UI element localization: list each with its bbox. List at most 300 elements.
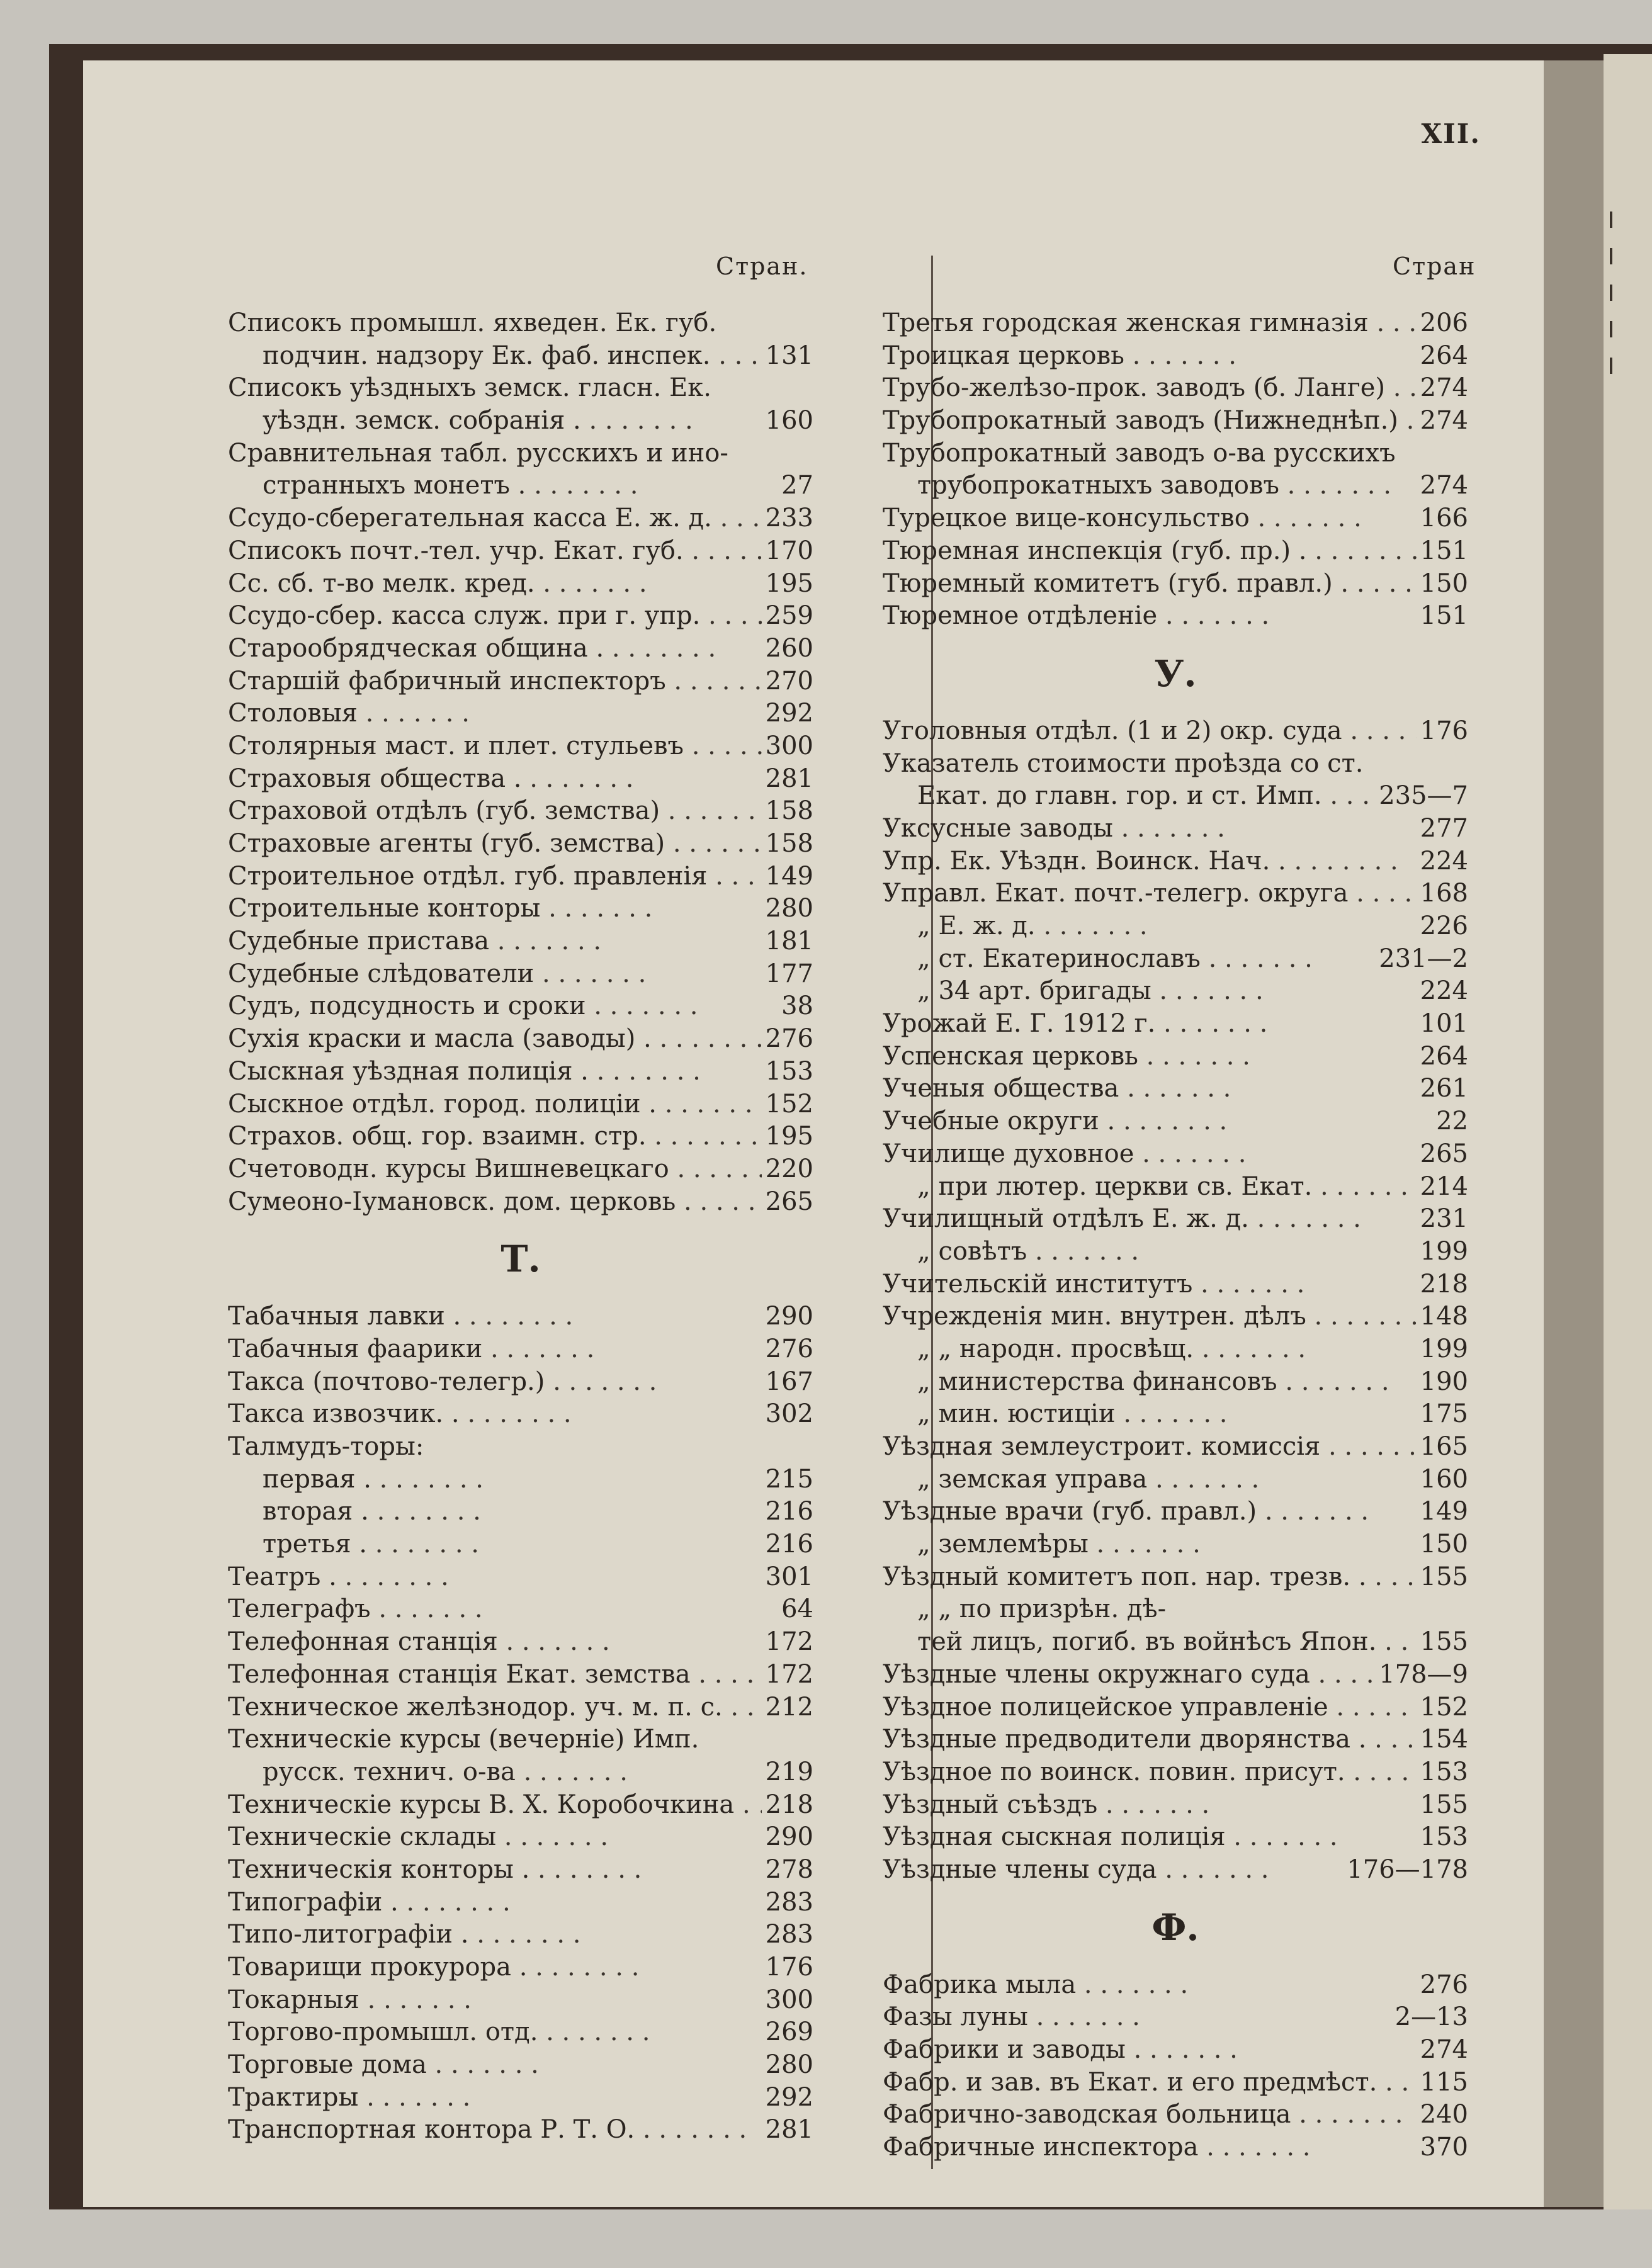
entry-page-number: 260 xyxy=(765,633,813,663)
entry-page-number: 290 xyxy=(765,1302,813,1331)
entry-title: Сухія краски и масла (заводы) . . . xyxy=(228,1023,762,1056)
entry-page-number: 292 xyxy=(765,699,813,728)
entry-page-number: 240 xyxy=(1420,2100,1468,2130)
index-entry xyxy=(883,1300,1468,1333)
entry-title: тей лицъ, погиб. въ войнѣсъ Япон. . . xyxy=(883,1626,1417,1659)
index-entry xyxy=(228,437,813,470)
entry-page-number: 176—178 xyxy=(1347,1854,1468,1884)
entry-page-number: 219 xyxy=(765,1757,813,1786)
entry-title: Уѣздный съѣздъ . . xyxy=(883,1789,1417,1822)
index-entry-continuation xyxy=(228,1496,813,1528)
entry-page-number: 218 xyxy=(1420,1269,1468,1299)
index-entry xyxy=(228,1153,813,1186)
index-entry-continuation xyxy=(883,943,1468,976)
index-entry xyxy=(883,748,1468,781)
index-entry-continuation xyxy=(883,1464,1468,1496)
index-entry xyxy=(228,2016,813,2049)
section-letter: У. xyxy=(1154,652,1197,695)
entry-title: Телефонная станція . . xyxy=(228,1626,762,1659)
index-entry xyxy=(228,2049,813,2082)
entry-page-number: 226 xyxy=(1420,911,1468,940)
entry-title: Уѣздное полицейское управленіе . . xyxy=(883,1691,1417,1724)
index-entry xyxy=(228,1854,813,1887)
entry-title: Старообрядческая община . . . xyxy=(228,633,762,665)
entry-page-number: 178—9 xyxy=(1379,1659,1468,1689)
index-entry xyxy=(883,1724,1468,1756)
index-entry xyxy=(883,1073,1468,1105)
entry-title: „ Е. ж. д. . . xyxy=(883,910,1417,943)
index-entry xyxy=(228,1951,813,1984)
entry-page-number: 302 xyxy=(765,1399,813,1429)
page-gutter-shadow xyxy=(1544,60,1604,2207)
index-entry xyxy=(228,763,813,796)
entry-title: Талмудъ-торы: xyxy=(228,1432,424,1461)
entry-page-number: 165 xyxy=(1420,1432,1468,1461)
index-entry xyxy=(883,372,1468,405)
entry-page-number: 278 xyxy=(765,1854,813,1884)
index-entry-continuation xyxy=(228,340,813,373)
entry-title: Старшій фабричный инспекторъ . . xyxy=(228,665,762,698)
index-entry xyxy=(883,1496,1468,1528)
entry-page-number: 153 xyxy=(1420,1757,1468,1786)
entry-title: Торговые дома . . xyxy=(228,2049,762,2082)
entry-page-number: 283 xyxy=(765,1887,813,1917)
entry-title: Страховой отдѣлъ (губ. земства) . . xyxy=(228,795,762,828)
index-entry xyxy=(883,1105,1468,1138)
entry-title: Уѣздная землеустроит. комиссія . . xyxy=(883,1431,1417,1464)
entry-title: Столовыя . . xyxy=(228,697,762,730)
index-entry xyxy=(228,1366,813,1399)
entry-page-number: 167 xyxy=(765,1367,813,1396)
entry-title: Уголовныя отдѣл. (1 и 2) окр. суда . . xyxy=(883,715,1417,748)
index-entry xyxy=(228,633,813,665)
entry-title: Списокъ почт.-тел. учр. Екат. губ. . . xyxy=(228,535,762,568)
entry-page-number: 151 xyxy=(1420,536,1468,565)
entry-title: Фабрика мыла . . xyxy=(883,1969,1417,2002)
entry-page-number: 235—7 xyxy=(1379,781,1468,811)
entry-page-number: 264 xyxy=(1420,1041,1468,1071)
index-entry xyxy=(228,1186,813,1219)
index-entry xyxy=(883,340,1468,373)
entry-title: вторая . . . xyxy=(228,1496,762,1528)
index-entry xyxy=(228,665,813,698)
index-entry xyxy=(883,1041,1468,1073)
entry-title: „ совѣтъ . . xyxy=(883,1236,1417,1268)
entry-page-number: 155 xyxy=(1420,1562,1468,1591)
index-entry xyxy=(883,1821,1468,1854)
entry-title: Техническіе курсы (вечерніе) Имп. xyxy=(228,1725,699,1754)
entry-page-number: 276 xyxy=(765,1024,813,1054)
entry-title: Списокъ уѣздныхъ земск. гласн. Ек. xyxy=(228,373,711,403)
index-entry xyxy=(228,1561,813,1594)
entry-title: Сумеоно-Іумановск. дом. церковь . . xyxy=(228,1186,762,1219)
index-entry xyxy=(883,600,1468,633)
entry-title: „ министерства финансовъ . . xyxy=(883,1366,1417,1399)
entry-title: Техническое желѣзнодор. уч. м. п. с. . . xyxy=(228,1691,762,1724)
entry-title: Транспортная контора Р. Т. О. . . xyxy=(228,2114,762,2147)
entry-page-number: 152 xyxy=(765,1089,813,1119)
entry-title: „ ст. Екатеринославъ . . xyxy=(883,943,1375,976)
entry-title: Училищный отдѣлъ Е. ж. д. . . xyxy=(883,1203,1417,1236)
index-entry xyxy=(883,1431,1468,1464)
entry-page-number: 259 xyxy=(765,601,813,631)
index-entry xyxy=(228,828,813,860)
entry-title: Уѣздные члены суда . . xyxy=(883,1854,1343,1887)
index-entry xyxy=(228,860,813,893)
entry-title: Страхов. общ. гор. взаимн. стр. . . xyxy=(228,1120,762,1153)
adjacent-page-mark xyxy=(1610,321,1650,337)
index-column-left xyxy=(228,307,813,2147)
entry-title: Фабр. и зав. въ Екат. и его предмѣст. . . xyxy=(883,2067,1417,2099)
adjacent-page-mark xyxy=(1610,248,1650,264)
entry-page-number: 280 xyxy=(765,894,813,923)
entry-page-number: 177 xyxy=(765,959,813,988)
index-entry xyxy=(228,893,813,925)
index-entry xyxy=(883,845,1468,878)
index-entry xyxy=(228,502,813,535)
entry-page-number: 276 xyxy=(765,1334,813,1363)
entry-title: Тюремное отдѣленіе . . xyxy=(883,600,1417,633)
index-entry xyxy=(883,405,1468,437)
entry-page-number: 149 xyxy=(1420,1497,1468,1526)
entry-page-number: 265 xyxy=(765,1187,813,1216)
index-entry xyxy=(228,1919,813,1951)
entry-title: Типо-литографіи . . . xyxy=(228,1919,762,1951)
entry-title: Упр. Ек. Уѣздн. Воинск. Нач. . . . xyxy=(883,845,1417,878)
index-entry xyxy=(228,1659,813,1691)
index-entry xyxy=(228,1789,813,1822)
entry-title: Трубопрокатный заводъ (Нижнеднѣп.) . . xyxy=(883,405,1417,437)
entry-title: Торгово-промышл. отд. . . xyxy=(228,2016,762,2049)
entry-page-number: 264 xyxy=(1420,341,1468,370)
entry-title: Уксусные заводы . . xyxy=(883,813,1417,845)
index-entry xyxy=(228,1593,813,1626)
index-entry-continuation xyxy=(883,1366,1468,1399)
index-entry xyxy=(228,372,813,405)
entry-title: „ земская управа . . xyxy=(883,1464,1417,1496)
entry-title: Уѣздные предводители дворянства . . . xyxy=(883,1724,1417,1756)
entry-page-number: 276 xyxy=(1420,1970,1468,1999)
entry-page-number: 290 xyxy=(765,1822,813,1852)
index-entry xyxy=(228,1691,813,1724)
entry-title: „ 34 арт. бригады . . xyxy=(883,975,1417,1008)
index-entry xyxy=(228,958,813,991)
entry-page-number: 261 xyxy=(1420,1074,1468,1103)
entry-title: первая . . . xyxy=(228,1464,762,1496)
entry-page-number: 175 xyxy=(1420,1399,1468,1429)
entry-page-number: 224 xyxy=(1420,846,1468,876)
entry-title: Уѣздные врачи (губ. правл.) . . xyxy=(883,1496,1417,1528)
entry-page-number: 280 xyxy=(765,2050,813,2080)
entry-title: Училище духовное . . xyxy=(883,1138,1417,1171)
entry-title: Урожай Е. Г. 1912 г. . . xyxy=(883,1008,1417,1041)
index-entry xyxy=(228,535,813,568)
entry-title: Фабрики и заводы . . xyxy=(883,2034,1417,2067)
index-entry xyxy=(883,1203,1468,1236)
index-entry-continuation xyxy=(883,1528,1468,1561)
entry-title: Токарныя . . xyxy=(228,1984,762,2017)
column-header-right: Стран xyxy=(1393,252,1476,280)
index-entry xyxy=(228,1398,813,1431)
index-column-right xyxy=(883,307,1468,2164)
entry-title: подчин. надзору Ек. фаб. инспек. . . xyxy=(228,340,762,373)
column-header-left: Стран. xyxy=(716,252,808,280)
entry-title: третья . . . xyxy=(228,1528,762,1561)
index-entry xyxy=(228,1023,813,1056)
entry-title: „ „ по призрѣн. дѣ- xyxy=(917,1594,1167,1624)
entry-page-number: 214 xyxy=(1420,1171,1468,1201)
entry-title: Телеграфъ . . xyxy=(228,1593,778,1626)
entry-page-number: 300 xyxy=(765,731,813,760)
index-entry xyxy=(228,1821,813,1854)
entry-page-number: 131 xyxy=(765,341,813,370)
index-entry-continuation xyxy=(883,1171,1468,1204)
entry-page-number: 158 xyxy=(765,829,813,858)
index-entry xyxy=(883,1659,1468,1691)
entry-page-number: 155 xyxy=(1420,1790,1468,1819)
entry-title: Третья городская женская гимназія . . xyxy=(883,307,1417,340)
index-entry xyxy=(883,813,1468,845)
entry-page-number: 218 xyxy=(765,1790,813,1819)
entry-page-number: 2—13 xyxy=(1395,2002,1468,2032)
entry-title: Техническіе склады . . xyxy=(228,1821,762,1854)
index-entry xyxy=(228,697,813,730)
entry-title: Типографіи . . . xyxy=(228,1887,762,1919)
entry-title: Екат. до главн. гор. и ст. Имп. . . xyxy=(883,780,1375,813)
index-entry xyxy=(883,2131,1468,2164)
entry-page-number: 265 xyxy=(1420,1139,1468,1168)
entry-title: Театръ . . . xyxy=(228,1561,762,1594)
entry-page-number: 176 xyxy=(765,1953,813,1982)
entry-title: Уѣздное по воинск. повин. присут. . . xyxy=(883,1756,1417,1789)
entry-page-number: 231 xyxy=(1420,1204,1468,1234)
entry-title: Списокъ промышл. яхведен. Ек. губ. xyxy=(228,308,717,337)
entry-title: Судебные слѣдователи . . xyxy=(228,958,762,991)
entry-page-number: 152 xyxy=(1420,1692,1468,1722)
index-entry-continuation xyxy=(228,470,813,502)
entry-title: Строительные конторы . . xyxy=(228,893,762,925)
entry-page-number: 212 xyxy=(765,1692,813,1722)
section-letter: Ф. xyxy=(1151,1905,1199,1949)
index-entry-continuation xyxy=(883,780,1468,813)
entry-title: трубопрокатныхъ заводовъ . . xyxy=(883,470,1417,502)
entry-page-number: 150 xyxy=(1420,1530,1468,1559)
entry-title: Фабрично-заводская больница . . xyxy=(883,2099,1417,2131)
index-entry xyxy=(883,1969,1468,2002)
entry-page-number: 220 xyxy=(765,1154,813,1183)
adjacent-page-mark xyxy=(1610,212,1650,228)
index-entry-continuation xyxy=(883,1626,1468,1659)
index-entry xyxy=(883,1561,1468,1594)
entry-page-number: 172 xyxy=(765,1659,813,1689)
entry-page-number: 300 xyxy=(765,1985,813,2014)
entry-page-number: 206 xyxy=(1420,308,1468,337)
entry-title: Табачныя фаарики . . xyxy=(228,1333,762,1366)
entry-title: Страховыя общества . . . xyxy=(228,763,762,796)
entry-title: Фабричные инспектора . . xyxy=(883,2131,1417,2164)
entry-title: Указатель стоимости проѣзда со ст. xyxy=(883,748,1364,778)
entry-page-number: 216 xyxy=(765,1497,813,1526)
entry-page-number: 270 xyxy=(765,666,813,696)
entry-page-number: 216 xyxy=(765,1530,813,1559)
entry-title: „ мин. юстиціи . . xyxy=(883,1398,1417,1431)
entry-title: Фазы луны . . xyxy=(883,2001,1391,2034)
entry-title: Учрежденія мин. внутрен. дѣлъ . . xyxy=(883,1300,1417,1333)
index-entry xyxy=(228,1300,813,1333)
entry-page-number: 151 xyxy=(1420,601,1468,631)
index-entry xyxy=(228,1724,813,1756)
entry-title: Судъ, подсудность и сроки . . xyxy=(228,990,778,1023)
entry-title: „ „ народн. просвѣщ. . . xyxy=(883,1333,1417,1366)
index-entry xyxy=(228,1056,813,1088)
index-entry xyxy=(883,1789,1468,1822)
adjacent-page-mark xyxy=(1610,285,1650,301)
entry-title: Телефонная станція Екат. земства . . xyxy=(228,1659,762,1691)
index-entry-continuation xyxy=(883,910,1468,943)
index-entry xyxy=(883,1138,1468,1171)
entry-page-number: 281 xyxy=(765,764,813,793)
entry-page-number: 370 xyxy=(1420,2133,1468,2162)
entry-page-number: 301 xyxy=(765,1562,813,1591)
index-entry xyxy=(228,1431,813,1464)
index-entry xyxy=(883,2099,1468,2131)
adjacent-page-edge xyxy=(1604,54,1652,2209)
index-entry xyxy=(883,502,1468,535)
entry-title: Табачныя лавки . . . xyxy=(228,1300,762,1333)
entry-title: Строительное отдѣл. губ. правленія . . xyxy=(228,860,762,893)
index-entry xyxy=(883,437,1468,470)
index-entry xyxy=(228,925,813,958)
index-entry xyxy=(228,568,813,601)
entry-title: Судебные пристава . . xyxy=(228,925,762,958)
entry-title: Ученыя общества . . xyxy=(883,1073,1417,1105)
index-entry xyxy=(228,730,813,763)
index-entry xyxy=(228,1887,813,1919)
index-entry xyxy=(228,795,813,828)
entry-page-number: 224 xyxy=(1420,976,1468,1006)
entry-title: Троицкая церковь . . xyxy=(883,340,1417,373)
index-entry xyxy=(228,600,813,633)
entry-title: Такса извозчик. . . . xyxy=(228,1398,762,1431)
entry-title: уѣздн. земск. собранія . . . xyxy=(228,405,762,437)
index-entry xyxy=(883,2034,1468,2067)
index-entry-continuation xyxy=(228,1756,813,1789)
entry-title: Техническіе курсы В. Х. Коробочкина . . xyxy=(228,1789,762,1822)
entry-title: Техническія конторы . . . xyxy=(228,1854,762,1887)
entry-page-number: 27 xyxy=(781,471,813,500)
entry-page-number: 172 xyxy=(765,1627,813,1657)
page-number: XII. xyxy=(1421,118,1481,149)
entry-page-number: 274 xyxy=(1420,471,1468,500)
entry-page-number: 190 xyxy=(1420,1367,1468,1396)
entry-title: Сс. сб. т-во мелк. кред. . . xyxy=(228,568,762,601)
entry-title: „ при лютер. церкви св. Екат. . . xyxy=(883,1171,1417,1204)
entry-title: Учебные округи . . . xyxy=(883,1105,1432,1138)
entry-page-number: 155 xyxy=(1420,1627,1468,1657)
entry-page-number: 38 xyxy=(781,991,813,1021)
entry-page-number: 283 xyxy=(765,1920,813,1949)
index-entry xyxy=(883,2001,1468,2034)
entry-page-number: 269 xyxy=(765,2017,813,2047)
entry-page-number: 199 xyxy=(1420,1334,1468,1363)
entry-page-number: 153 xyxy=(1420,1822,1468,1852)
index-entry xyxy=(228,1120,813,1153)
entry-title: Трубо-желѣзо-прок. заводъ (б. Ланге) . . xyxy=(883,372,1417,405)
entry-title: Турецкое вице-консульство . . xyxy=(883,502,1417,535)
index-entry-continuation xyxy=(883,1236,1468,1268)
index-entry-continuation xyxy=(228,1528,813,1561)
entry-title: Ссудо-сберегательная касса Е. ж. д. . . xyxy=(228,502,762,535)
entry-title: Тюремная инспекція (губ. пр.) . . . xyxy=(883,535,1417,568)
entry-page-number: 160 xyxy=(765,406,813,436)
index-entry-continuation xyxy=(883,1593,1468,1626)
entry-page-number: 149 xyxy=(765,861,813,891)
index-entry xyxy=(228,1626,813,1659)
entry-title: Трактиры . . xyxy=(228,2082,762,2114)
entry-page-number: 64 xyxy=(781,1594,813,1624)
entry-title: Уѣздная сыскная полиція . . xyxy=(883,1821,1417,1854)
entry-page-number: 101 xyxy=(1420,1009,1468,1039)
entry-title: Страховые агенты (губ. земства) . . xyxy=(228,828,762,860)
index-entry xyxy=(228,2082,813,2114)
entry-page-number: 148 xyxy=(1420,1302,1468,1331)
index-entry xyxy=(883,1756,1468,1789)
index-entry-continuation xyxy=(883,975,1468,1008)
entry-title: Сыскное отдѣл. город. полиціи . . . xyxy=(228,1088,762,1121)
index-entry xyxy=(883,877,1468,910)
index-entry xyxy=(883,1268,1468,1301)
index-entry xyxy=(883,2067,1468,2099)
index-entry xyxy=(883,535,1468,568)
index-entry xyxy=(883,307,1468,340)
entry-page-number: 115 xyxy=(1420,2067,1468,2097)
entry-title: Управл. Екат. почт.-телегр. округа . . xyxy=(883,877,1417,910)
entry-title: Счетоводн. курсы Вишневецкаго . . xyxy=(228,1153,762,1186)
entry-page-number: 281 xyxy=(765,2115,813,2145)
entry-title: Такса (почтово-телегр.) . . xyxy=(228,1366,762,1399)
index-entry xyxy=(228,1333,813,1366)
index-entry-continuation xyxy=(883,1398,1468,1431)
index-entry xyxy=(228,1088,813,1121)
entry-title: Успенская церковь . . xyxy=(883,1041,1417,1073)
index-page xyxy=(83,60,1544,2207)
index-entry xyxy=(228,1984,813,2017)
entry-page-number: 274 xyxy=(1420,2035,1468,2064)
entry-title: Учительскій институтъ . . xyxy=(883,1268,1417,1301)
entry-page-number: 199 xyxy=(1420,1236,1468,1266)
index-entry xyxy=(883,568,1468,601)
index-entry xyxy=(228,2114,813,2147)
index-entry xyxy=(883,1691,1468,1724)
entry-page-number: 170 xyxy=(765,536,813,565)
index-entry xyxy=(883,715,1468,748)
entry-title: Тюремный комитетъ (губ. правл.) . . xyxy=(883,568,1417,601)
entry-page-number: 181 xyxy=(765,927,813,956)
index-entry-continuation xyxy=(883,1333,1468,1366)
index-entry xyxy=(883,1854,1468,1887)
index-entry xyxy=(228,307,813,340)
entry-page-number: 292 xyxy=(765,2082,813,2112)
entry-title: Столярныя маст. и плет. стульевъ . . xyxy=(228,730,762,763)
entry-page-number: 195 xyxy=(765,568,813,598)
entry-title: Сыскная уѣздная полиція . . . xyxy=(228,1056,762,1088)
entry-page-number: 150 xyxy=(1420,568,1468,598)
entry-title: странныхъ монетъ . . . xyxy=(228,470,778,502)
index-entry xyxy=(228,990,813,1023)
entry-page-number: 274 xyxy=(1420,406,1468,436)
entry-page-number: 233 xyxy=(765,504,813,533)
entry-page-number: 153 xyxy=(765,1056,813,1086)
